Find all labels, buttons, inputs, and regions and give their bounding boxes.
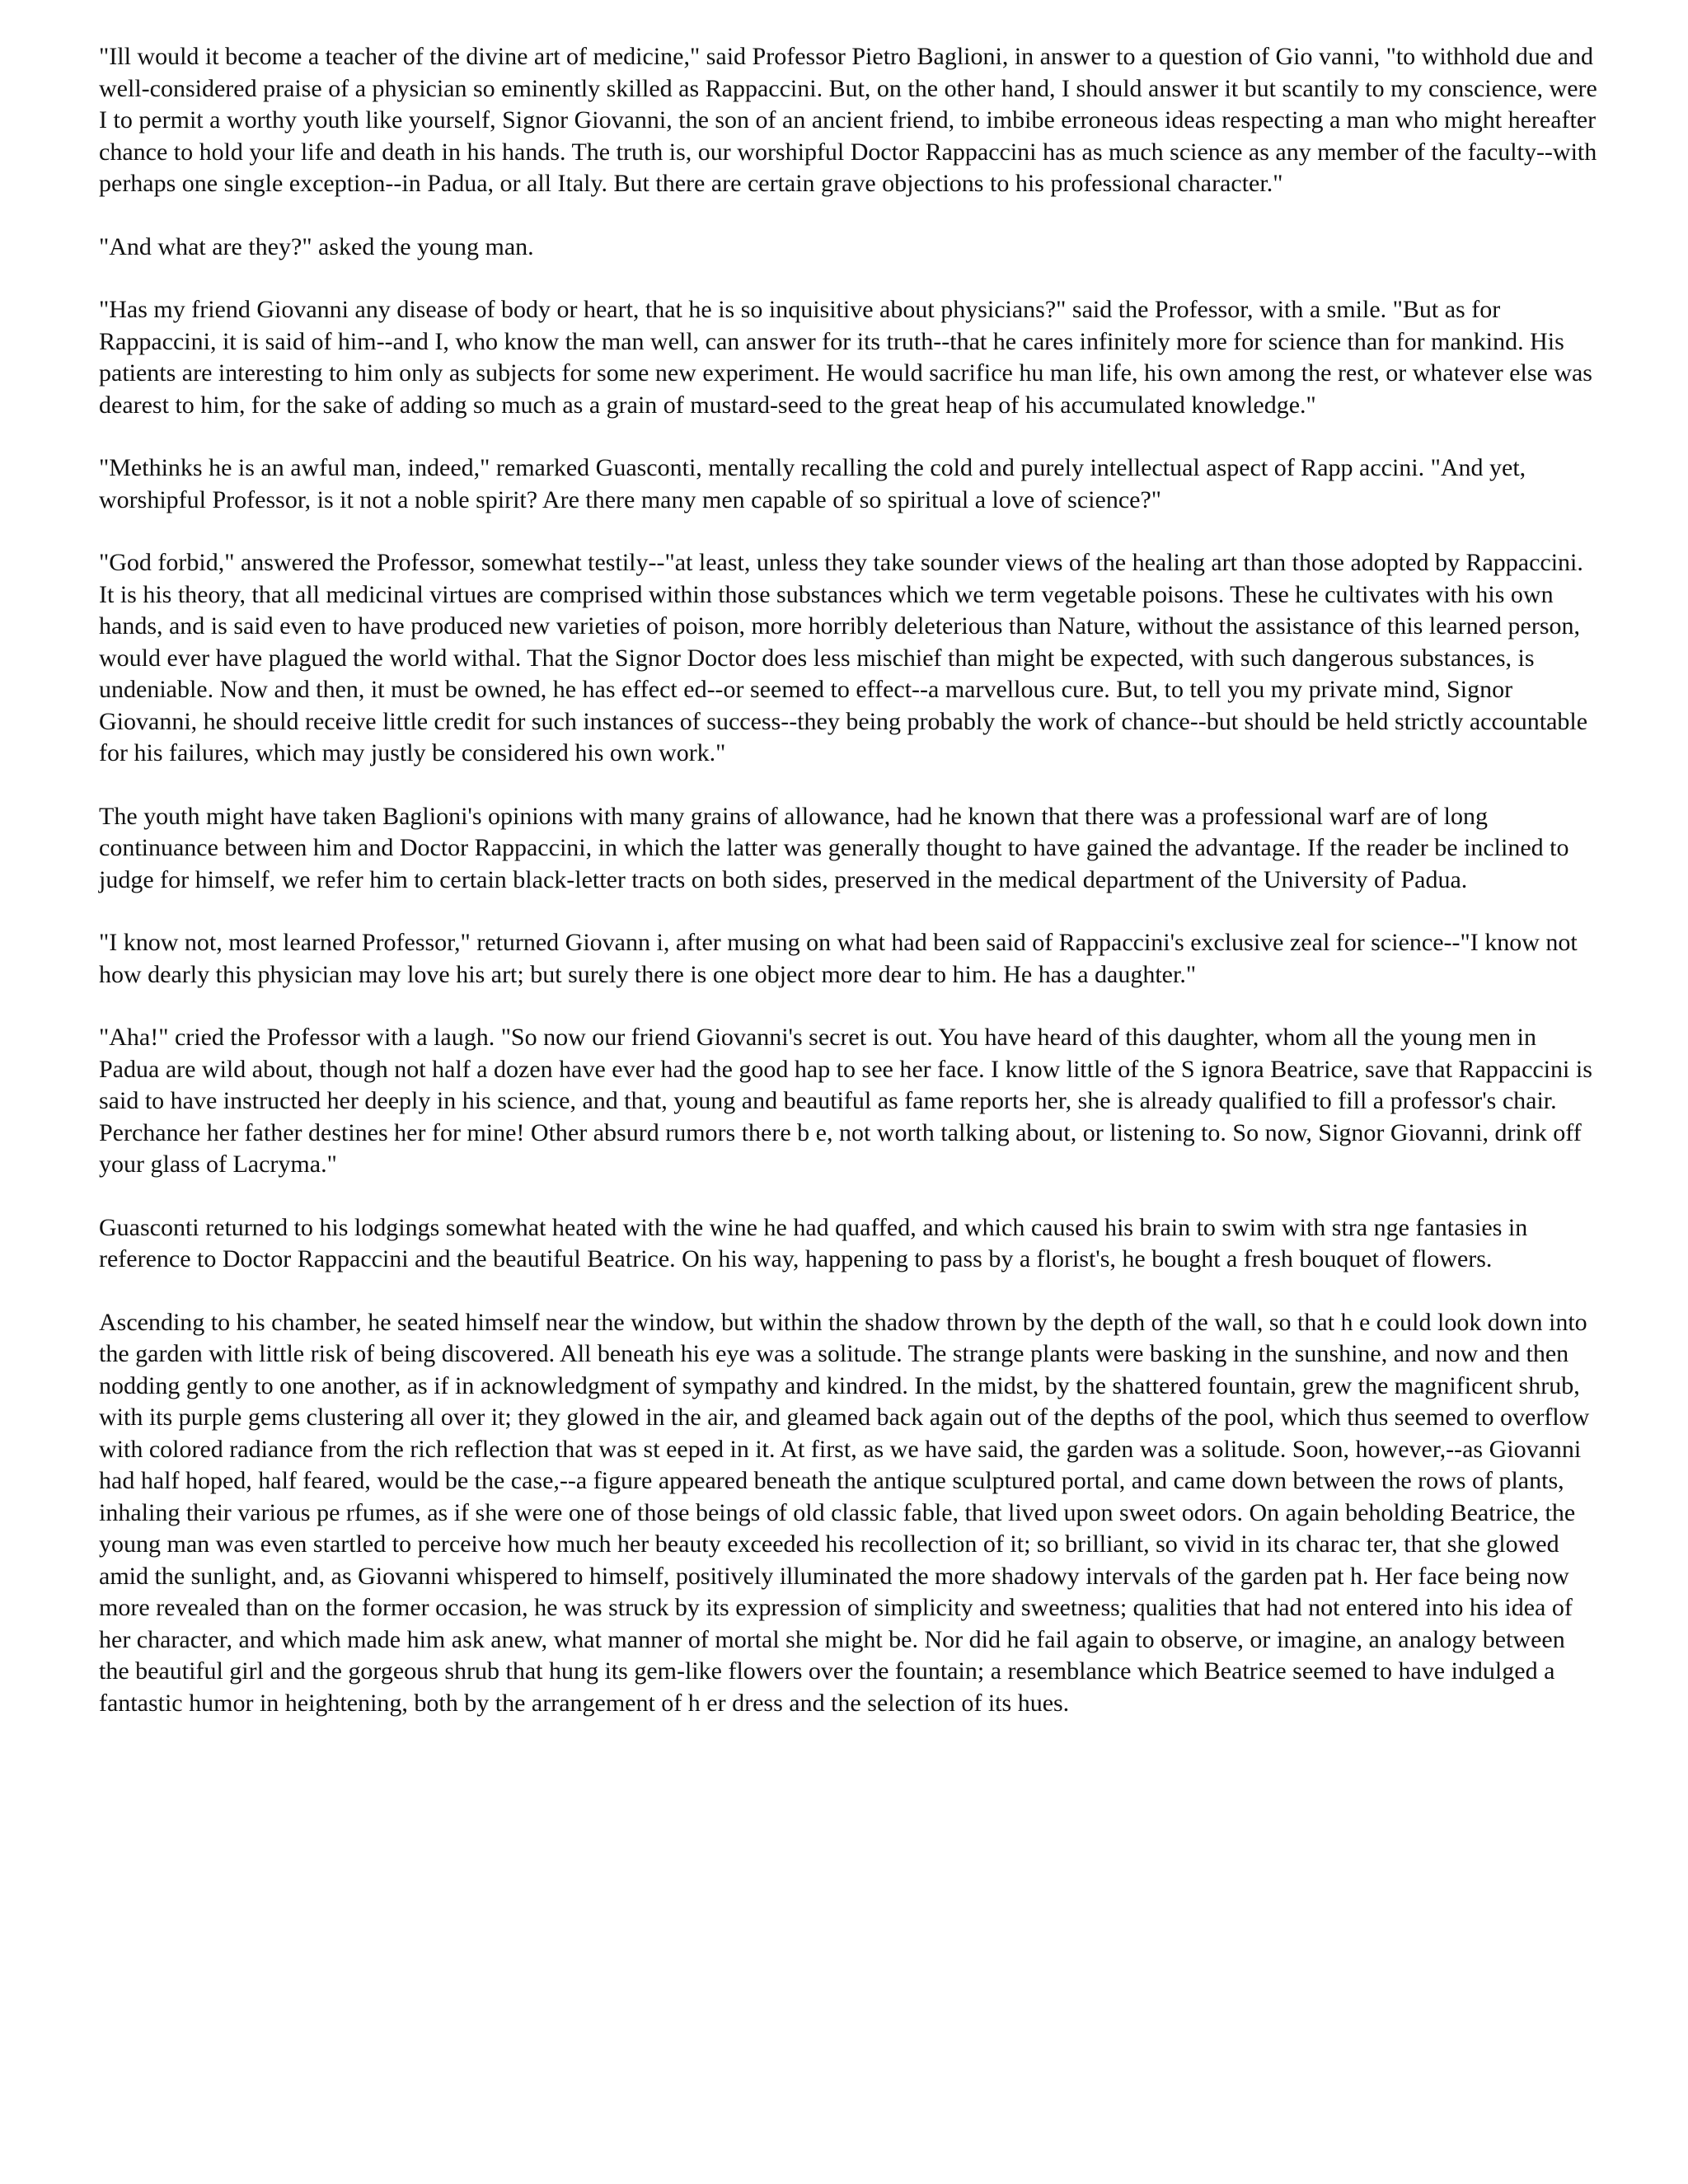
paragraph-1: "Ill would it become a teacher of the divine art of medicine," said Professor Pietro Baglioni, in answer to a question of Gio vanni, "to withhold due and well-considered praise of a physician so eminently skilled as Rappaccini. But, on the other hand, I should answer it but scantily to my conscience, were I to permit a worthy youth like yourself, Signor Giovanni, the son of an ancient friend, to imbibe erroneous ideas respecting a man who might hereafter chance to hold your life and death in his hands. The truth is, our worshipful Doctor Rappaccini has as much science as any member of the faculty--with perhaps one single exception--in Padua, or all Italy. But there are certain grave objections to his professional character.": [99, 43, 1597, 197]
document-page: [99, 41, 1599, 1750]
paragraph-10: Ascending to his chamber, he seated himself near the window, but within the shadow thrown by the depth of the wall, so that h e could look down into the garden with little risk of being discovered. All beneath his eye was a solitude. The strange plants were basking in the sunshine, and now and then nodding gently to one another, as if in acknowledgment of sympathy and kindred. In the midst, by the shattered fountain, grew the magnificent shrub, with its purple gems clustering all over it; they glowed in the air, and gleamed back again out of the depths of the pool, which thus seemed to overflow with colored radiance from the rich reflection that was st eeped in it. At first, as we have said, the garden was a solitude. Soon, however,--as Giovanni had half hoped, half feared, would be the case,--a figure appeared beneath the antique sculptured portal, and came down between the rows of plants, inhaling their various pe rfumes, as if she were one of those beings of old classic fable, that lived upon sweet odors. On again beholding Beatrice, the young man was even startled to perceive how much her beauty exceeded his recollection of it; so brilliant, so vivid in its charac ter, that she glowed amid the sunlight, and, as Giovanni whispered to himself, positively illuminated the more shadowy intervals of the garden pat h. Her face being now more revealed than on the former occasion, he was struck by its expression of simplicity and sweetness; qualities that had not entered into his idea of her character, and which made him ask anew, what manner of mortal she might be. Nor did he fail again to observe, or imagine, an analogy between the beautiful girl and the gorgeous shrub that hung its gem-like flowers over the fountain; a resemblance which Beatrice seemed to have indulged a fantastic humor in heightening, both by the arrangement of h er dress and the selection of its hues.: [99, 1308, 1590, 1717]
paragraph-4: "Methinks he is an awful man, indeed," remarked Guasconti, mentally recalling the cold and purely intellectual aspect of Rapp accini. "And yet, worshipful Professor, is it not a noble spirit? Are there many men capable of so spiritual a love of science?": [99, 454, 1526, 513]
paragraph-9: Guasconti returned to his lodgings somewhat heated with the wine he had quaffed, and which caused his brain to swim with stra nge fantasies in reference to Doctor Rappaccini and the beautiful Beatrice. On his way, happening to pass by a florist's, he bought a fresh bouquet of flowers.: [99, 1213, 1528, 1272]
paragraph-8: "Aha!" cried the Professor with a laugh. "So now our friend Giovanni's secret is out. You have heard of this daughter, whom all the young men in Padua are wild about, though not half a dozen have ever had the good hap to see her face. I know little of the S ignora Beatrice, save that Rappaccini is said to have instructed her deeply in his science, and that, young and beautiful as fame reports her, she is already qualified to fill a professor's chair. Perchance her father destines her for mine! Other absurd rumors there b e, not worth talking about, or listening to. So now, Signor Giovanni, drink off your glass of Lacryma.": [99, 1024, 1592, 1178]
paragraph-6: The youth might have taken Baglioni's opinions with many grains of allowance, had he known that there was a professional warf are of long continuance between him and Doctor Rappaccini, in which the latter was generally thought to have gained the advantage. If the reader be inclined to judge for himself, we refer him to certain black-letter tracts on both sides, preserved in the medical department of the University of Padua.: [99, 802, 1569, 893]
paragraph-2: "And what are they?" asked the young man.: [99, 232, 534, 260]
paragraph-3: "Has my friend Giovanni any disease of body or heart, that he is so inquisitive about physicians?" said the Professor, with a smile. "But as for Rappaccini, it is said of him--and I, who know the man well, can answer for its truth--that he cares infinitely more for science than for mankind. His patients are interesting to him only as subjects for some new experiment. He would sacrifice hu man life, his own among the rest, or whatever else was dearest to him, for the sake of adding so much as a grain of mustard-seed to the great heap of his accumulated knowledge.": [99, 296, 1592, 419]
paragraph-7: "I know not, most learned Professor," returned Giovann i, after musing on what had been said of Rappaccini's exclusive zeal for science--"I know not how dearly this physician may love his art; but surely there is one object more dear to him. He has a daughter.": [99, 929, 1578, 988]
paragraph-5: "God forbid," answered the Professor, somewhat testily--"at least, unless they take sounder views of the healing art than those adopted by Rappaccini. It is his theory, that all medicinal virtues are comprised within those substances which we term vegetable poisons. These he cultivates with his own hands, and is said even to have produced new varieties of poison, more horribly deleterious than Nature, without the assistance of this learned person, would ever have plagued the world withal. That the Signor Doctor does less mischief than might be expected, with such dangerous substances, is undeniable. Now and then, it must be owned, he has effect ed--or seemed to effect--a marvellous cure. But, to tell you my private mind, Signor Giovanni, he should receive little credit for such instances of success--they being probably the work of chance--but should be held strictly accountable for his failures, which may justly be considered his own work.": [99, 549, 1588, 766]
